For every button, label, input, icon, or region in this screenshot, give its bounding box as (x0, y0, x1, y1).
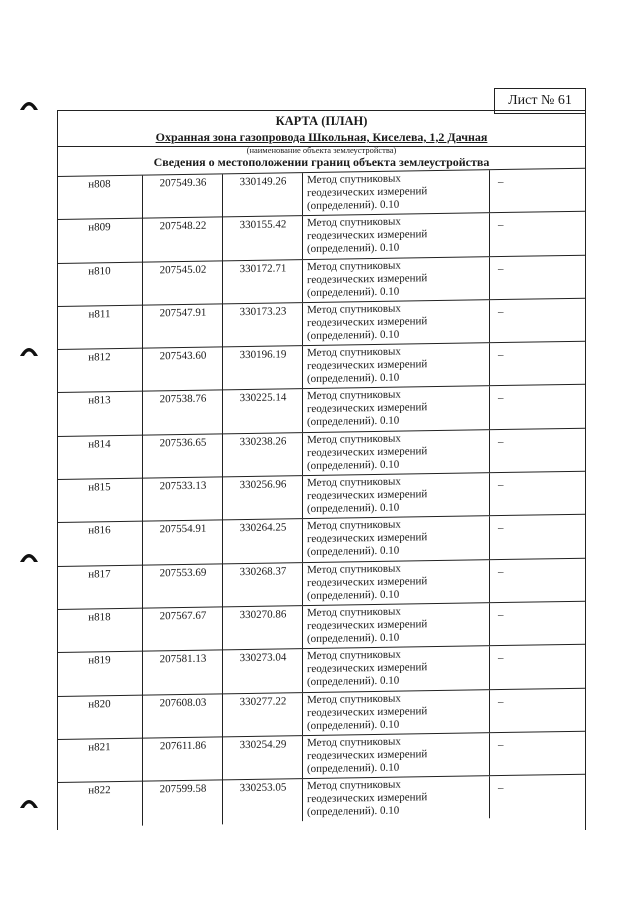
point-id: н820 (88, 697, 111, 711)
description-cell: – (498, 608, 504, 622)
method-line: геодезических измерений (307, 574, 428, 589)
method-line: геодезических измерений (307, 704, 428, 719)
coord-y: 330225.14 (222, 390, 303, 436)
method-cell (302, 603, 490, 648)
method-line: геодезических измерений (307, 661, 428, 676)
method-cell (302, 690, 490, 735)
binder-punch-mark (18, 97, 40, 111)
coord-x: 207567.67 (142, 607, 223, 653)
method-line: (определений). 0.10 (307, 285, 400, 299)
method-line: геодезических измерений (307, 228, 428, 243)
coord-x: 207548.22 (142, 218, 223, 264)
method-cell (302, 300, 490, 345)
point-id: н817 (88, 567, 111, 581)
description-cell: – (498, 175, 504, 189)
method-line: Метод спутниковых (307, 475, 401, 490)
method-line: геодезических измерений (307, 444, 428, 459)
method-line: геодезических измерений (307, 531, 428, 546)
description-cell: – (498, 262, 504, 275)
method-line: Метод спутниковых (307, 389, 401, 403)
description-cell: – (498, 652, 504, 665)
description-cell: – (498, 305, 504, 318)
method-cell (302, 213, 490, 258)
method-line: Метод спутниковых (307, 518, 401, 533)
coord-x: 207608.03 (142, 694, 223, 740)
description-cell: – (498, 695, 504, 708)
method-line: Метод спутниковых (307, 778, 401, 793)
coord-y: 330173.23 (222, 303, 303, 349)
method-line: (определений). 0.10 (307, 458, 400, 472)
page-title: КАРТА (ПЛАН) (275, 114, 368, 128)
point-id: н818 (88, 611, 111, 624)
method-line: геодезических измерений (307, 358, 428, 373)
binder-punch-mark (18, 343, 40, 357)
coord-y: 330155.42 (222, 216, 303, 262)
section-title: Сведения о местоположении границ объекта землеустройства (153, 155, 490, 169)
sheet-number: Лист № 61 (494, 88, 586, 114)
method-cell (302, 170, 490, 215)
coord-y: 330196.19 (222, 346, 303, 392)
method-line: (определений). 0.10 (307, 761, 400, 775)
coord-x: 207599.58 (142, 781, 223, 827)
coord-x: 207538.76 (142, 391, 223, 437)
description-cell: – (498, 435, 504, 448)
method-line: геодезических измерений (307, 618, 428, 633)
method-line: Метод спутниковых (307, 215, 401, 230)
point-id: н809 (88, 221, 111, 234)
method-line: Метод спутниковых (307, 259, 401, 273)
coord-y: 330273.04 (222, 649, 303, 695)
coord-y: 330172.71 (222, 260, 303, 306)
coord-x: 207533.13 (142, 477, 223, 523)
coord-x: 207554.91 (142, 521, 223, 567)
description-cell: – (498, 565, 504, 578)
method-line: Метод спутниковых (307, 692, 401, 706)
method-line: Метод спутниковых (307, 345, 401, 360)
point-id: н808 (88, 178, 111, 191)
coord-y: 330149.26 (222, 173, 303, 219)
method-line: Метод спутниковых (307, 735, 401, 749)
coord-y: 330238.26 (222, 433, 303, 479)
description-cell: – (498, 349, 504, 362)
coord-y: 330277.22 (222, 693, 303, 739)
method-cell (302, 473, 490, 518)
description-cell: – (498, 219, 504, 232)
description-cell: – (498, 738, 504, 751)
binder-punch-mark (18, 549, 40, 563)
coord-x: 207549.36 (142, 174, 223, 220)
point-id: н810 (88, 264, 111, 278)
object-name-caption: (наименование объекта землеустройства) (246, 145, 397, 155)
coord-y: 330264.25 (222, 520, 303, 566)
method-line: Метод спутниковых (307, 605, 401, 620)
method-line: геодезических измерений (307, 401, 428, 416)
method-line: (определений). 0.10 (307, 544, 400, 559)
method-cell (302, 646, 490, 691)
coord-y: 330253.05 (222, 779, 303, 825)
coord-x: 207536.65 (142, 434, 223, 480)
header-divider (57, 146, 586, 147)
coord-x: 207547.91 (142, 304, 223, 350)
point-id: н811 (88, 308, 111, 321)
coord-y: 330254.29 (222, 736, 303, 782)
method-line: Метод спутниковых (307, 648, 401, 663)
document-header (57, 110, 586, 155)
point-id: н815 (88, 481, 111, 494)
method-line: геодезических измерений (307, 748, 428, 762)
method-line: (определений). 0.10 (307, 588, 400, 602)
method-line: (определений). 0.10 (307, 674, 400, 689)
method-line: (определений). 0.10 (307, 328, 400, 342)
method-line: (определений). 0.10 (307, 501, 400, 516)
method-line: (определений). 0.10 (307, 198, 400, 213)
description-cell: – (498, 392, 504, 405)
coord-x: 207543.60 (142, 348, 223, 394)
table-row (57, 774, 586, 826)
binder-punch-mark (18, 795, 40, 809)
method-cell (302, 387, 490, 432)
point-id: н814 (88, 437, 111, 451)
method-cell (302, 430, 490, 475)
method-line: (определений). 0.10 (307, 371, 400, 386)
description-cell: – (498, 522, 504, 535)
method-line: Метод спутниковых (307, 562, 401, 576)
coord-y: 330256.96 (222, 476, 303, 522)
method-cell (302, 257, 490, 302)
coord-x: 207611.86 (142, 737, 223, 783)
coord-y: 330270.86 (222, 606, 303, 652)
method-line: геодезических измерений (307, 271, 428, 286)
method-cell (302, 776, 490, 821)
method-line: геодезических измерений (307, 315, 428, 329)
point-id: н819 (88, 654, 111, 667)
method-line: (определений). 0.10 (307, 718, 400, 732)
method-line: Метод спутниковых (307, 302, 401, 316)
method-line: Метод спутниковых (307, 172, 401, 187)
description-cell: – (498, 782, 504, 795)
method-cell (302, 733, 490, 778)
point-id: н812 (88, 351, 111, 364)
method-cell (302, 560, 490, 605)
method-line: (определений). 0.10 (307, 631, 400, 646)
coord-y: 330268.37 (222, 563, 303, 609)
method-line: Метод спутниковых (307, 432, 401, 446)
method-line: геодезических измерений (307, 488, 428, 503)
method-line: (определений). 0.10 (307, 241, 400, 256)
object-name: Охранная зона газопровода Школьная, Киселева, 1,2 Дачная (155, 130, 488, 144)
method-line: геодезических измерений (307, 185, 428, 200)
method-line: геодезических измерений (307, 791, 428, 806)
description-cell: – (498, 479, 504, 492)
method-cell (302, 517, 490, 562)
method-line: (определений). 0.10 (307, 804, 400, 819)
coordinates-table (57, 168, 586, 826)
coord-x: 207553.69 (142, 564, 223, 610)
method-cell (302, 343, 490, 388)
point-id: н816 (88, 524, 111, 537)
coord-x: 207581.13 (142, 651, 223, 697)
point-id: н813 (88, 394, 111, 407)
method-line: (определений). 0.10 (307, 415, 400, 429)
point-id: н822 (88, 784, 111, 797)
coord-x: 207545.02 (142, 261, 223, 307)
point-id: н821 (88, 741, 111, 754)
